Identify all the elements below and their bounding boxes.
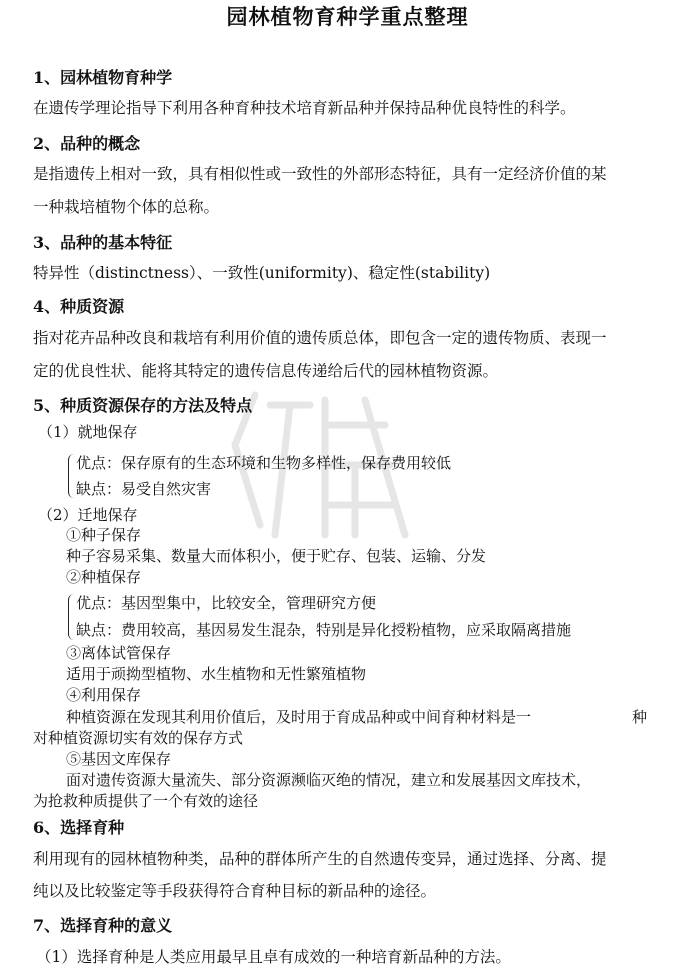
gene-library-text-line2: 为抢救种质提供了一个有效的途径 bbox=[33, 792, 259, 810]
section-7-text: （1）选择育种是人类应用最早且卓有成效的一种培育新品种的方法。 bbox=[36, 948, 511, 966]
planting-cons: 缺点：费用较高，基因易发生混杂，特别是异化授粉植物，应采取隔离措施 bbox=[76, 621, 572, 639]
section-7-heading: 7、选择育种的意义 bbox=[33, 916, 173, 935]
planting-storage-title: ②种植保存 bbox=[66, 568, 142, 586]
in-vitro-title: ③离体试管保存 bbox=[66, 644, 172, 662]
gene-library-title: ⑤基因文库保存 bbox=[66, 750, 172, 768]
seed-storage-title: ①种子保存 bbox=[66, 526, 142, 544]
section-4-heading: 4、种质资源 bbox=[33, 297, 125, 316]
gene-library-text-line1: 面对遗传资源大量流失、部分资源濒临灭绝的情况，建立和发展基因文库技术， bbox=[66, 771, 592, 789]
use-storage-title: ④利用保存 bbox=[66, 686, 142, 704]
in-situ-pros: 优点：保存原有的生态环境和生物多样性，保存费用较低 bbox=[76, 454, 452, 472]
page-title: 园林植物育种学重点整理 bbox=[226, 4, 469, 29]
in-vitro-text: 适用于顽拗型植物、水生植物和无性繁殖植物 bbox=[66, 665, 367, 683]
section-4-text-line2: 定的优良性状、能将其特定的遗传信息传递给后代的园林植物资源。 bbox=[33, 362, 499, 380]
in-situ-cons: 缺点：易受自然灾害 bbox=[76, 480, 212, 498]
use-storage-text-line1-end: 种 bbox=[632, 708, 648, 726]
section-4-text-line1: 指对花卉品种改良和栽培有利用价值的遗传质总体，即包含一定的遗传物质、表现一 bbox=[33, 329, 607, 347]
section-6-heading: 6、选择育种 bbox=[33, 818, 125, 837]
planting-pros: 优点：基因型集中，比较安全，管理研究方便 bbox=[76, 594, 377, 612]
ex-situ-subheading: （2）迁地保存 bbox=[38, 506, 138, 524]
section-5-heading: 5、种质资源保存的方法及特点 bbox=[33, 396, 253, 415]
section-1-heading: 1、园林植物育种学 bbox=[33, 68, 173, 87]
seed-storage-text: 种子容易采集、数量大而体积小，便于贮存、包装、运输、分发 bbox=[66, 547, 487, 565]
section-3-text: 特异性（distinctness）、一致性(uniformity)、稳定性(stability) bbox=[33, 264, 491, 282]
section-2-text-line2: 一种栽培植物个体的总称。 bbox=[33, 198, 220, 216]
use-storage-text-line1: 种植资源在发现其利用价值后，及时用于育成品种或中间育种材料是一 bbox=[66, 708, 532, 726]
section-3-heading: 3、品种的基本特征 bbox=[33, 233, 173, 252]
in-situ-subheading: （1）就地保存 bbox=[38, 423, 138, 441]
section-2-text-line1: 是指遗传上相对一致，具有相似性或一致性的外部形态特征，具有一定经济价值的某 bbox=[33, 165, 607, 183]
section-6-text-line2: 纯以及比较鉴定等手段获得符合育种目标的新品种的途径。 bbox=[33, 882, 437, 900]
use-storage-text-line2: 对种植资源切实有效的保存方式 bbox=[33, 729, 244, 747]
section-6-text-line1: 利用现有的园林植物种类，品种的群体所产生的自然遗传变异，通过选择、分离、提 bbox=[33, 850, 607, 868]
section-1-text: 在遗传学理论指导下利用各种育种技术培育新品种并保持品种优良特性的科学。 bbox=[33, 99, 576, 117]
planting-brace bbox=[68, 594, 75, 640]
in-situ-brace bbox=[68, 454, 75, 498]
section-2-heading: 2、品种的概念 bbox=[33, 134, 141, 153]
